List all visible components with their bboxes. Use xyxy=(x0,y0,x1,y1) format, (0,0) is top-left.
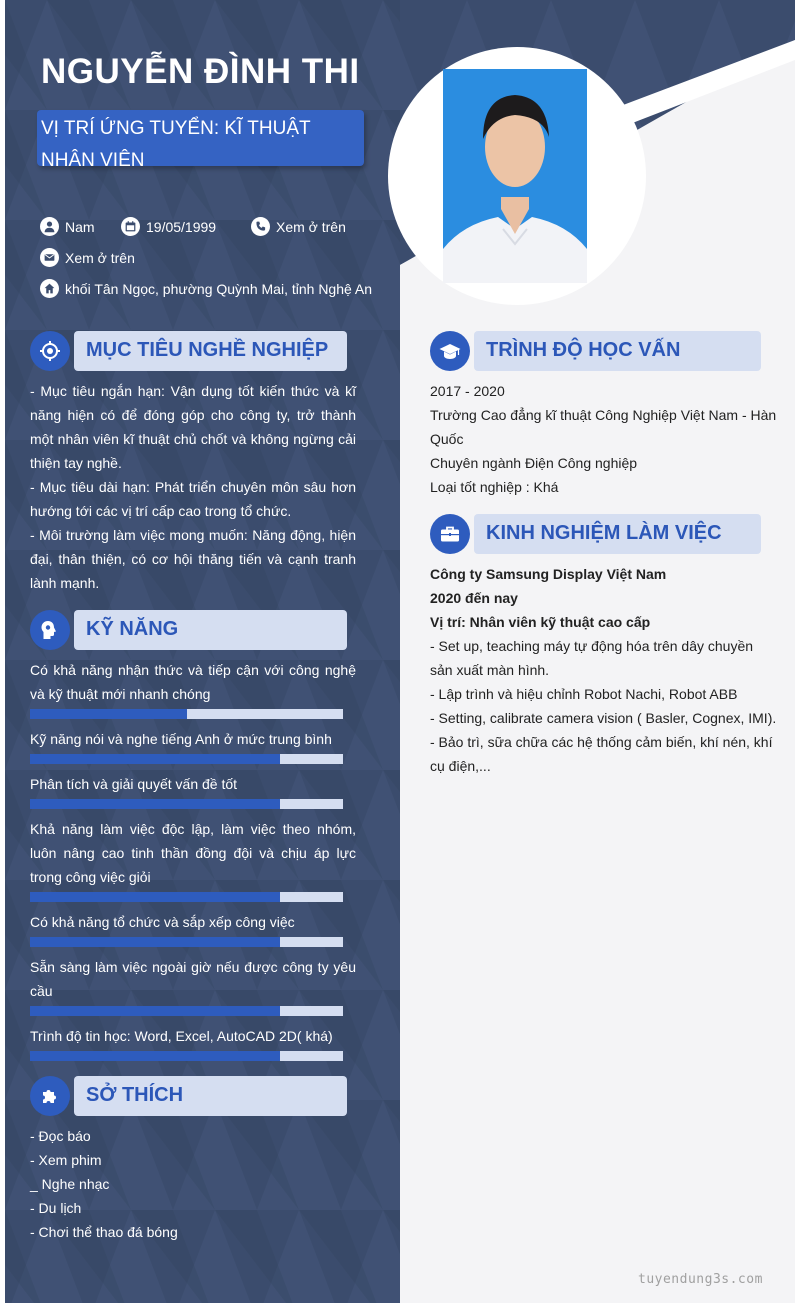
skills-title: KỸ NĂNG xyxy=(86,618,179,640)
hobby-item: - Xem phim xyxy=(30,1152,102,1168)
education-title: TRÌNH ĐỘ HỌC VẤN xyxy=(486,339,681,361)
experience-period: 2020 đến nay xyxy=(430,590,518,606)
objective-line: - Mục tiêu dài hạn: Phát triển chuyên môn sâu hơn hướng tới các vị trí cấp cao trong tổ chức. xyxy=(30,479,356,519)
briefcase-icon xyxy=(430,514,470,554)
skill-bar xyxy=(30,1051,343,1061)
skill-bar xyxy=(30,892,343,902)
candidate-name: NGUYỄN ĐÌNH THI xyxy=(41,52,360,91)
skill-item xyxy=(30,910,356,934)
skill-label: Có khả năng nhận thức và tiếp cận với công nghệ và kỹ thuật mới nhanh chóng xyxy=(30,662,356,702)
skill-bar-fill xyxy=(30,937,280,947)
avatar xyxy=(443,69,587,283)
puzzle-icon xyxy=(30,1076,70,1116)
hobbies-section-header xyxy=(30,1076,347,1116)
experience-section-header xyxy=(430,514,761,554)
info-gender xyxy=(40,217,95,236)
target-icon xyxy=(30,331,70,371)
skill-bar-fill xyxy=(30,799,280,809)
info-address xyxy=(40,279,372,298)
skill-label: Sẵn sàng làm việc ngoài giờ nếu được công ty yêu cầu xyxy=(30,959,356,999)
cv-page xyxy=(5,0,795,1303)
hobby-item: - Chơi thể thao đá bóng xyxy=(30,1224,178,1240)
skill-bar xyxy=(30,1006,343,1016)
info-phone xyxy=(251,217,346,236)
experience-company: Công ty Samsung Display Việt Nam xyxy=(430,566,667,582)
education-grade: Loại tốt nghiệp : Khá xyxy=(430,479,559,495)
calendar-icon xyxy=(121,217,140,236)
education-details xyxy=(430,379,778,499)
education-period: 2017 - 2020 xyxy=(430,383,505,399)
skill-item xyxy=(30,817,356,889)
email-icon xyxy=(40,248,59,267)
education-major: Chuyên ngành Điện Công nghiệp xyxy=(430,455,638,471)
experience-duty: - Bảo trì, sữa chữa các hệ thống cảm biến, khí nén, khí cụ điện,... xyxy=(430,734,773,774)
skill-item xyxy=(30,955,356,1003)
skill-label: Có khả năng tổ chức và sắp xếp công việc xyxy=(30,914,295,930)
info-email xyxy=(40,248,135,267)
experience-duty: - Set up, teaching máy tự động hóa trên dây chuyền sản xuất màn hình. xyxy=(430,638,754,678)
education-section-header xyxy=(430,331,761,371)
home-icon xyxy=(40,279,59,298)
skill-label: Kỹ năng nói và nghe tiếng Anh ở mức trung bình xyxy=(30,731,332,747)
objective-line: - Mục tiêu ngắn hạn: Vận dụng tốt kiến thức và kĩ năng hiện có để đóng góp cho công ty, trở thành một nhân viên kĩ thuật chủ chốt và không ngừng cải thiện tay nghề. xyxy=(30,383,356,471)
skill-bar xyxy=(30,937,343,947)
objective-text xyxy=(30,379,356,595)
objective-title: MỤC TIÊU NGHỀ NGHIỆP xyxy=(86,339,329,361)
skill-bar xyxy=(30,709,343,719)
objective-line: - Môi trường làm việc mong muốn: Năng động, hiện đại, thân thiện, có cơ hội thăng tiến và cạnh tranh lành mạnh. xyxy=(30,527,356,591)
graduation-cap-icon xyxy=(430,331,470,371)
hobbies-list xyxy=(30,1124,356,1244)
experience-duty: - Lập trình và hiệu chỉnh Robot Nachi, Robot ABB xyxy=(430,686,738,702)
skill-bar-fill xyxy=(30,1051,280,1061)
skill-bar-fill xyxy=(30,709,187,719)
skill-bar-fill xyxy=(30,892,280,902)
skill-label: Phân tích và giải quyết vấn đề tốt xyxy=(30,776,238,792)
position-title: VỊ TRÍ ỨNG TUYỂN: KĨ THUẬT NHÂN VIÊN xyxy=(41,118,311,171)
watermark: tuyendung3s.com xyxy=(638,1272,763,1287)
hobby-item: - Đọc báo xyxy=(30,1128,91,1144)
experience-details xyxy=(430,562,778,778)
user-icon xyxy=(40,217,59,236)
objective-section-header xyxy=(30,331,347,371)
skill-label: Trình độ tin học: Word, Excel, AutoCAD 2D( khá) xyxy=(30,1028,333,1044)
info-dob xyxy=(121,217,216,236)
education-school: Trường Cao đẳng kĩ thuật Công Nghiệp Việt Nam - Hàn Quốc xyxy=(430,407,777,447)
address-value: khối Tân Ngọc, phường Quỳnh Mai, tỉnh Nghệ An xyxy=(65,280,373,297)
skill-item xyxy=(30,772,356,796)
skill-bar xyxy=(30,754,343,764)
phone-value: Xem ở trên xyxy=(276,218,346,235)
skills-section-header xyxy=(30,610,347,650)
experience-duty: - Setting, calibrate camera vision ( Basler, Cognex, IMI). xyxy=(430,710,777,726)
experience-title: KINH NGHIỆM LÀM VIỆC xyxy=(486,522,722,544)
skill-item xyxy=(30,727,356,751)
dob-value: 19/05/1999 xyxy=(146,218,217,235)
head-gear-icon xyxy=(30,610,70,650)
phone-icon xyxy=(251,217,270,236)
experience-role: Vị trí: Nhân viên kỹ thuật cao cấp xyxy=(430,614,651,630)
skill-item xyxy=(30,658,356,706)
hobby-item: _ Nghe nhạc xyxy=(30,1176,110,1192)
skill-label: Khả năng làm việc độc lập, làm việc theo nhóm, luôn nâng cao tinh thần đồng đội và chịu áp lực trong công việc giỏi xyxy=(30,821,356,885)
skill-bar-fill xyxy=(30,754,280,764)
hobbies-title: SỞ THÍCH xyxy=(86,1084,184,1106)
skill-bar-fill xyxy=(30,1006,280,1016)
email-value: Xem ở trên xyxy=(65,249,135,266)
skill-bar xyxy=(30,799,343,809)
skill-item xyxy=(30,1024,356,1048)
gender-value: Nam xyxy=(65,218,95,235)
hobby-item: - Du lịch xyxy=(30,1200,82,1216)
